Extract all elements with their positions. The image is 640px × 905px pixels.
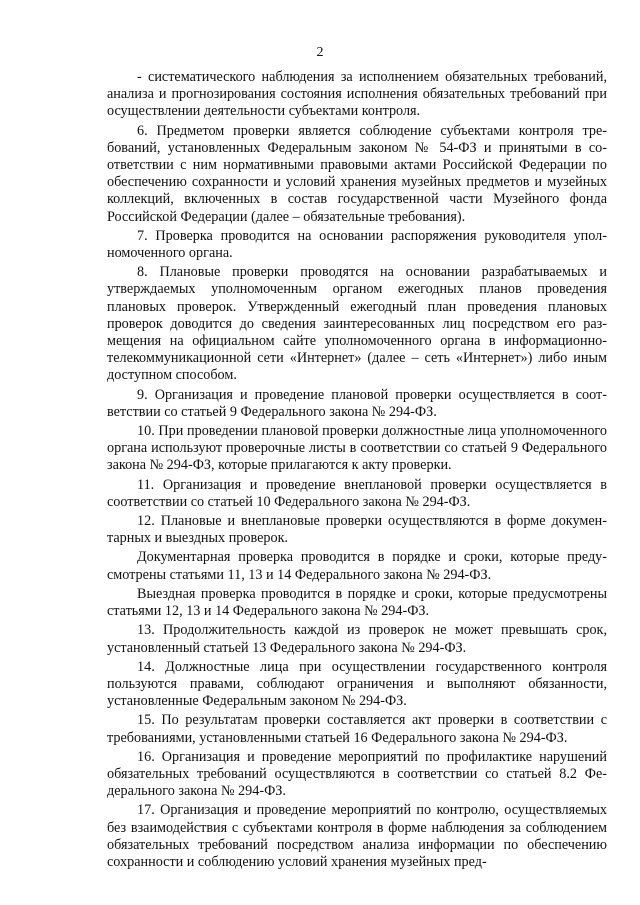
paragraph-8: 8. Плановые проверки проводятся на основании разрабатываемых и утверждаемых уполномоченным органом ежегодных планов проведения плановых проверок. Утвержденный ежегодный план проведения плановых проверок доводится до сведения заинтересованных лиц посредством его размещения на официальном сайте уполномоченного органа в информационно-телекоммуникационной сети «Интернет» (далее – сеть «Интернет») либо иным доступном способом. [107,264,607,384]
paragraph-12: 12. Плановые и внеплановые проверки осуществляются в форме документарных и выездных проверок. [107,513,607,547]
paragraph-12-documentary: Документарная проверка проводится в порядке и сроки, которые предусмотрены статьями 11, 13 и 14 Федерального закона № 294-ФЗ. [107,549,607,583]
paragraph-16: 16. Организация и проведение мероприятий по профилактике нарушений обязательных требований осуществляются в соответствии со статьей 8.2 Федерального закона № 294-ФЗ. [107,748,607,800]
paragraph-17: 17. Организация и проведение мероприятий по контролю, осуществляемых без взаимодействия с субъектами контроля в форме наблюдения за соблюдением обязательных требований посредством анализа информации по обеспечению сохранности и соблюдению условий хранения музейных пред- [107,802,607,870]
paragraph-12-onsite: Выездная проверка проводится в порядке и сроки, которые предусмотрены статьями 12, 13 и 14 Федерального закона № 294-ФЗ. [107,585,607,620]
paragraph-6: 6. Предметом проверки является соблюдение субъектами контроля требований, установленных Федеральным законом № 54-ФЗ и принятыми в соответствии с ним нормативными правовыми актами Российской Федерации по обеспечению сохранности и условий хранения музейных предметов и музейных коллекций, включенных в состав государственной части Музейного фонда Российской Федерации (далее – обязательные требования). [107,122,607,225]
paragraph-7: 7. Проверка проводится на основании распоряжения руководителя уполномоченного органа. [107,227,607,262]
paragraph-11: 11. Организация и проведение внеплановой проверки осуществляется в соответствии со статьей 10 Федерального закона № 294-ФЗ. [107,476,607,510]
paragraph-15: 15. По результатам проверки составляется акт проверки в соответствии с требованиями, установленными статьей 16 Федерального закона № 294-ФЗ. [107,712,607,746]
document-body [107,69,607,873]
paragraph-monitoring-clause: - систематического наблюдения за исполнением обязательных требований, анализа и прогнозирования состояния исполнения обязательных требований при осуществлении деятельности субъектами контроля. [107,69,607,120]
paragraph-14: 14. Должностные лица при осуществлении государственного контроля пользуются правами, соблюдают ограничения и выполняют обязанности, установленные Федеральным законом № 294-ФЗ. [107,658,607,710]
paragraph-13: 13. Продолжительность каждой из проверок не может превышать срок, установленный статьей 13 Федерального закона № 294-ФЗ. [107,622,607,656]
paragraph-9: 9. Организация и проведение плановой проверки осуществляется в соответствии со статьей 9 Федерального закона № 294-ФЗ. [107,386,607,420]
paragraph-10: 10. При проведении плановой проверки должностные лица уполномоченного органа используют проверочные листы в соответствии со статьей 9 Федерального закона № 294-ФЗ, которые прилагаются к акту проверки. [107,423,607,474]
page-number: 2 [316,45,324,60]
